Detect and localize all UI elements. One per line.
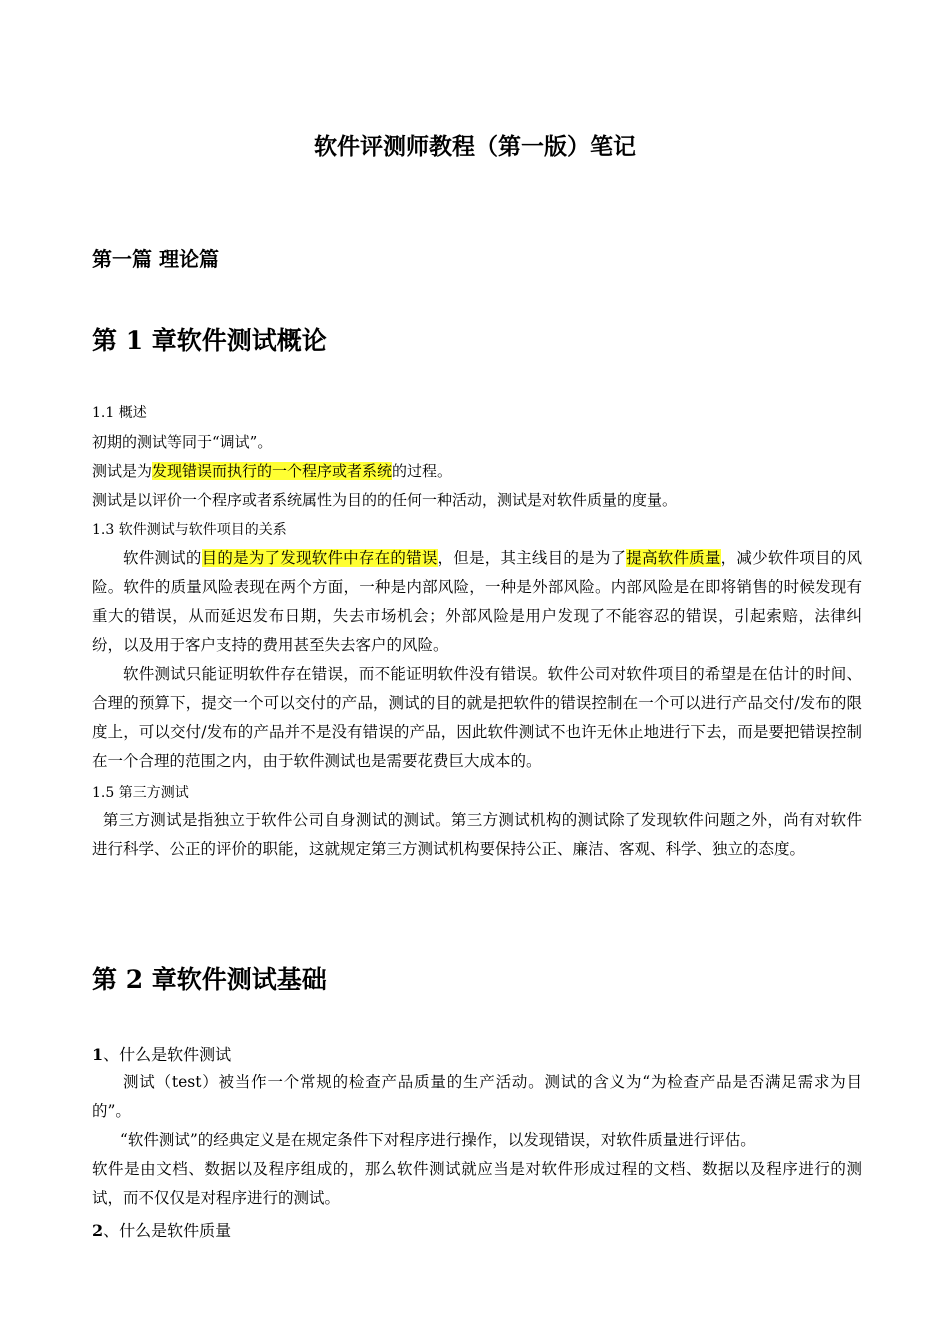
chapter1-line-1: 初期的测试等同于“调试”。 (92, 433, 273, 451)
section-1-5-heading: 1.5 第三方测试 (92, 785, 189, 801)
section-1-3-heading: 1.3 软件测试与软件项目的关系 (92, 522, 287, 538)
text-span: ，但是，其主线目的是为了 (437, 549, 627, 567)
chapter1-paragraph-1 (92, 544, 862, 660)
chapter1-paragraph-3: 第三方测试是指独立于软件公司自身测试的测试。第三方测试机构的测试除了发现软件问题之外，尚有对软件进行科学、公正的评价的职能，这就规定第三方测试机构要保持公正、廉洁、客观、科学、独立的态度。 (92, 811, 862, 858)
heading-number: 2 (92, 1221, 104, 1240)
chapter2-heading-1 (92, 1042, 231, 1065)
chapter2-paragraph-1: 测试（test）被当作一个常规的检查产品质量的生产活动。测试的含义为“为检查产品是否满足需求为目的”。 (92, 1073, 862, 1120)
part-title: 第一篇 理论篇 (92, 247, 219, 271)
heading-text: 、什么是软件质量 (103, 1221, 232, 1240)
chapter-1-title: 第 1 章软件测试概论 (92, 326, 327, 355)
text-span: ，减少软件项目的风险。软件的质量风险表现在两个方面，一种是内部风险，一种是外部风险。内部风险是在即将销售的时候发现有重大的错误，从而延迟发布日期，失去市场机会；外部风险是用户发现了不能容忍的错误，引起索赔，法律纠纷，以及用于客户支持的费用甚至失去客户的风险。 (92, 549, 862, 654)
heading-text: 、什么是软件测试 (103, 1045, 232, 1064)
highlighted-text: 发现错误而执行的一个程序或者系统 (152, 462, 393, 480)
chapter2-paragraph-2: “软件测试”的经典定义是在规定条件下对程序进行操作，以发现错误，对软件质量进行评估。 (119, 1131, 756, 1149)
chapter1-line-2 (92, 460, 452, 481)
chapter-2-title: 第 2 章软件测试基础 (92, 965, 327, 994)
heading-number: 1 (92, 1045, 104, 1064)
chapter2-heading-2 (92, 1218, 231, 1241)
chapter1-paragraph-2: 软件测试只能证明软件存在错误，而不能证明软件没有错误。软件公司对软件项目的希望是在估计的时间、合理的预算下，提交一个可以交付的产品，测试的目的就是把软件的错误控制在一个可以进行产品交付/发布的限度上，可以交付/发布的产品并不是没有错误的产品，因此软件测试不也许无休止地进行下去，而是要把错误控制在一个合理的范围之内，由于软件测试也是需要花费巨大成本的。 (92, 665, 862, 770)
text-span: 的过程。 (392, 462, 453, 480)
highlighted-text: 目的是为了发现软件中存在的错误 (201, 549, 438, 567)
document-title: 软件评测师教程（第一版）笔记 (314, 133, 636, 160)
chapter1-line-3: 测试是以评价一个程序或者系统属性为目的的任何一种活动，测试是对软件质量的度量。 (92, 491, 678, 509)
section-1-1-heading: 1.1 概述 (92, 405, 147, 421)
chapter2-paragraph-3: 软件是由文档、数据以及程序组成的，那么软件测试就应当是对软件形成过程的文档、数据以及程序进行的测试，而不仅仅是对程序进行的测试。 (92, 1160, 862, 1207)
highlighted-text: 提高软件质量 (626, 549, 721, 567)
text-span: 软件测试的 (123, 549, 202, 567)
text-span: 测试是为 (92, 462, 153, 480)
